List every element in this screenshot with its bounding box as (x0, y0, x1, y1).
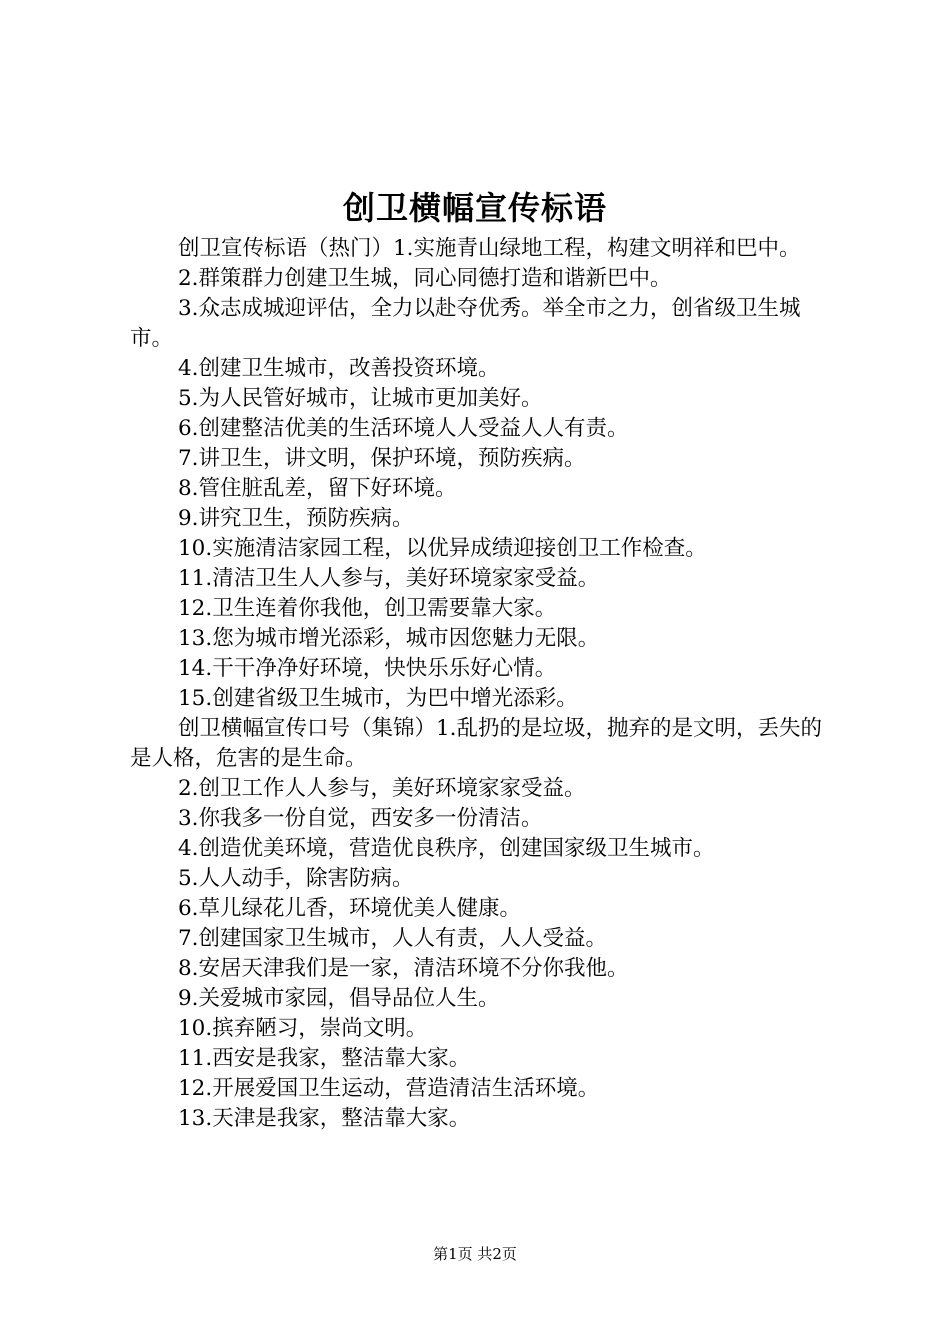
page-number-footer: 第1页 共2页 (433, 1245, 517, 1263)
paragraph: 15.创建省级卫生城市，为巴中增光添彩。 (178, 686, 578, 711)
paragraph: 10.实施清洁家园工程，以优异成绩迎接创卫工作检查。 (178, 536, 707, 561)
paragraph: 8.管住脏乱差，留下好环境。 (178, 476, 457, 501)
paragraph: 14.干干净净好环境，快快乐乐好心情。 (178, 656, 557, 681)
paragraph: 4.创建卫生城市，改善投资环境。 (178, 356, 500, 381)
document-title: 创卫横幅宣传标语 (342, 189, 607, 227)
paragraph: 6.创建整洁优美的生活环境人人受益人人有责。 (178, 416, 629, 441)
paragraph: 创卫宣传标语（热门）1.实施青山绿地工程，构建文明祥和巴中。 (178, 236, 801, 261)
paragraph: 2.群策群力创建卫生城，同心同德打造和谐新巴中。 (178, 266, 672, 291)
paragraph: 10.摈弃陋习，崇尚文明。 (178, 1016, 428, 1041)
paragraph: 9.关爱城市家园，倡导品位人生。 (178, 986, 500, 1011)
paragraph: 8.安居天津我们是一家，清洁环境不分你我他。 (178, 956, 629, 981)
paragraph: 2.创卫工作人人参与，美好环境家家受益。 (178, 776, 586, 801)
paragraph: 12.开展爱国卫生运动，营造清洁生活环境。 (178, 1076, 600, 1101)
paragraph: 13.您为城市增光添彩，城市因您魅力无限。 (178, 626, 600, 651)
paragraph: 9.讲究卫生，预防疾病。 (178, 506, 414, 531)
paragraph: 7.讲卫生，讲文明，保护环境，预防疾病。 (178, 446, 586, 471)
paragraph: 7.创建国家卫生城市，人人有责，人人受益。 (178, 926, 608, 951)
document-body (130, 234, 830, 1134)
paragraph: 12.卫生连着你我他，创卫需要靠大家。 (178, 596, 557, 621)
paragraph: 11.清洁卫生人人参与，美好环境家家受益。 (178, 566, 600, 591)
paragraph: 6.草儿绿花儿香，环境优美人健康。 (178, 896, 522, 921)
paragraph: 创卫横幅宣传口号（集锦）1.乱扔的是垃圾，抛弃的是文明，丢失的是人格，危害的是生命。 (130, 716, 823, 771)
paragraph: 11.西安是我家，整洁靠大家。 (178, 1046, 471, 1071)
paragraph: 3.众志成城迎评估，全力以赴夺优秀。举全市之力，创省级卫生城市。 (130, 296, 801, 351)
paragraph: 4.创造优美环境，营造优良秩序，创建国家级卫生城市。 (178, 836, 715, 861)
paragraph: 13.天津是我家，整洁靠大家。 (178, 1106, 471, 1131)
paragraph: 5.为人民管好城市，让城市更加美好。 (178, 386, 543, 411)
paragraph: 3.你我多一份自觉，西安多一份清洁。 (178, 806, 543, 831)
paragraph: 5.人人动手，除害防病。 (178, 866, 414, 891)
